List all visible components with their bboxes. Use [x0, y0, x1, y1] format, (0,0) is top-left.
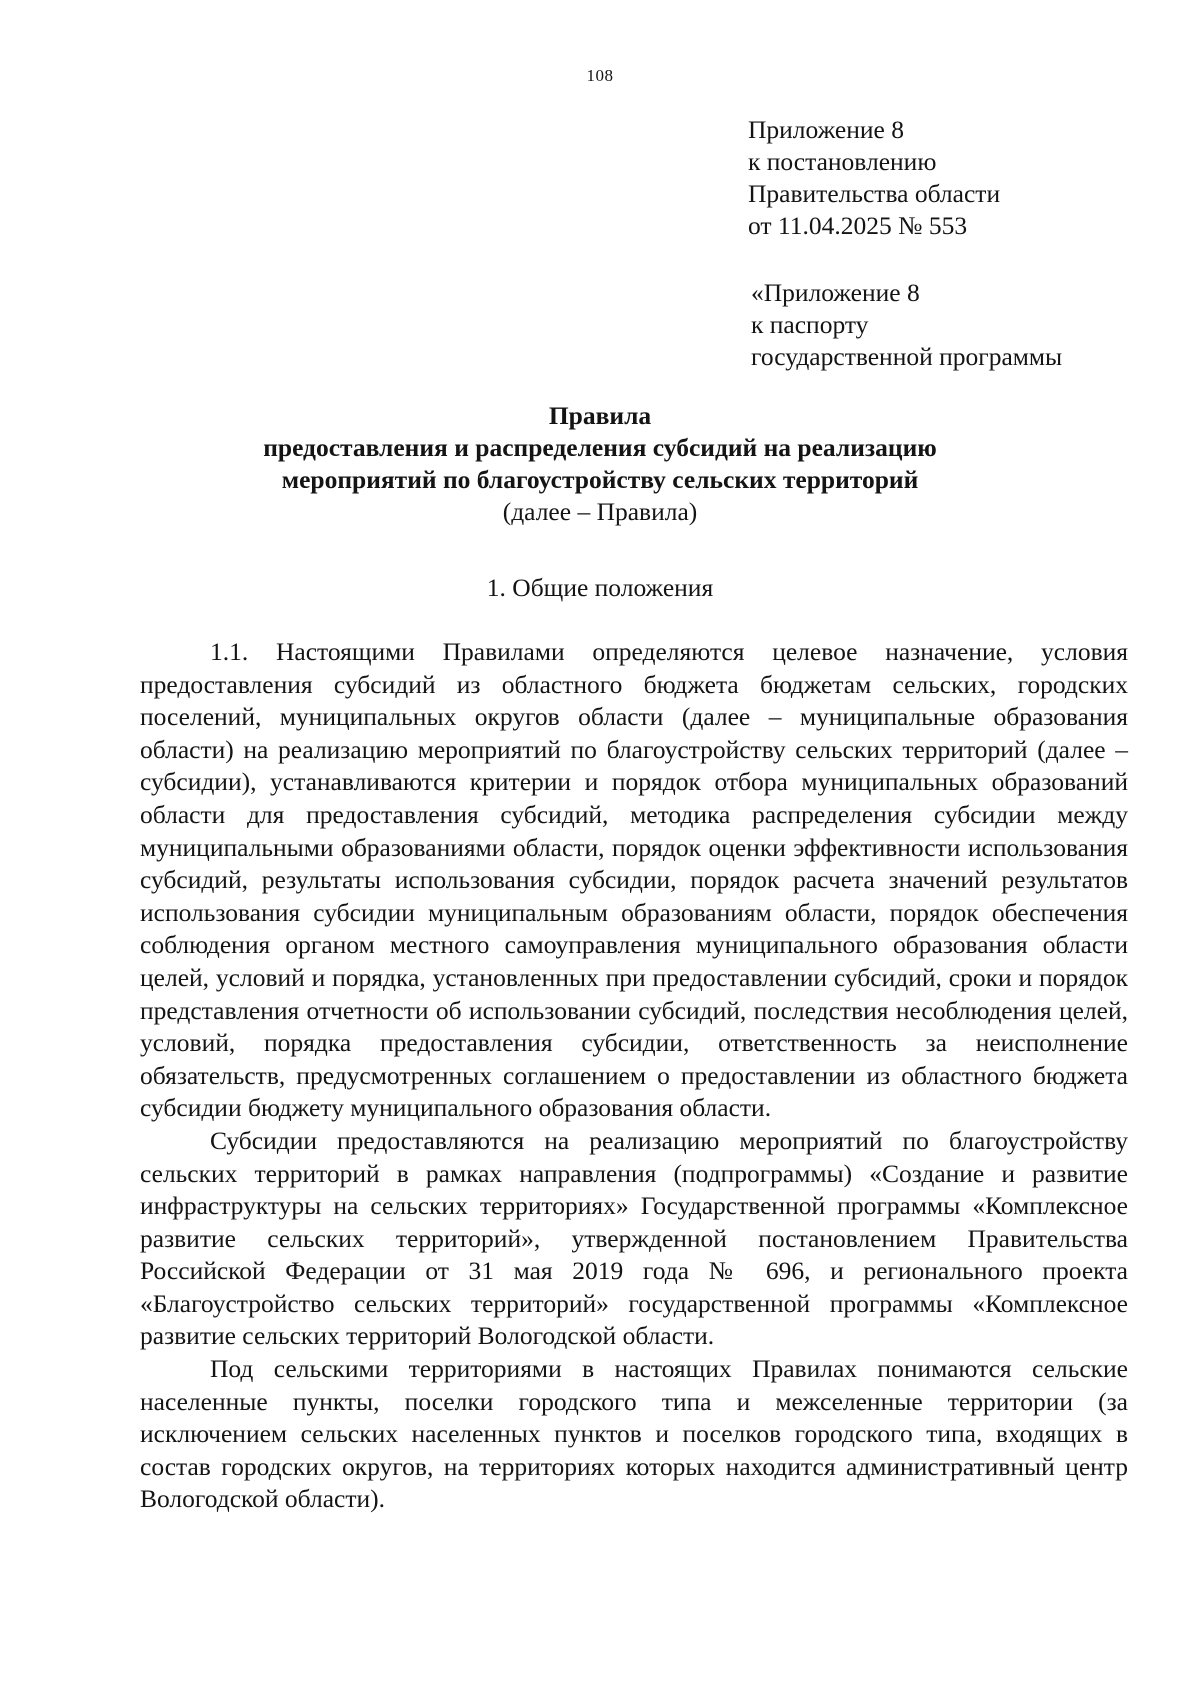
title-line: предоставления и распределения субсидий на реализацию [263, 433, 937, 462]
appendix-line: от 11.04.2025 № 553 [748, 211, 968, 240]
appendix-line: Приложение 8 [748, 115, 904, 144]
title-line: Правила [548, 401, 652, 430]
appendix-passport-block [751, 277, 1062, 373]
paragraph: 1.1. Настоящими Правилами определяются целевое назначение, условия предоставления субсидий из областного бюджета бюджетам сельских, городских поселений, муниципальных округов области (далее – муниципальные образования области) на реализацию мероприятий по благоустройству сельских территорий (далее – субсидии), устанавливаются критерии и порядок отбора муниципальных образований области для предоставления субсидий, методика распределения субсидии между муниципальными образованиями области, порядок оценки эффективности использования субсидий, результаты использования субсидии, порядок расчета значений результатов использования субсидии муниципальным образованиям области, порядок обеспечения соблюдения органом местного самоуправления муниципального образования области целей, условий и порядка, установленных при предоставлении субсидий, сроки и порядок представления отчетности об использовании субсидий, последствия несоблюдения целей, условий, порядка предоставления субсидии, ответственность за неисполнение обязательств, предусмотренных соглашением о предоставлении из областного бюджета субсидии бюджету муниципального образования области. [140, 637, 1128, 1123]
body-text [140, 636, 1128, 1516]
paragraph: Субсидии предоставляются на реализацию мероприятий по благоустройству сельских территорий в рамках направления (подпрограммы) «Создание и развитие инфраструктуры на сельских территориях» Государственной программы «Комплексное развитие сельских территорий», утвержденной постановлением Правительства Российской Федерации от 31 мая 2019 года № 696, и регионального проекта «Благоустройство сельских территорий» государственной программы «Комплексное развитие сельских территорий Вологодской области. [140, 1125, 1128, 1351]
appendix-line: Правительства области [748, 179, 1001, 208]
title-line: мероприятий по благоустройству сельских территорий [281, 465, 919, 494]
appendix-line: государственной программы [751, 342, 1063, 371]
appendix-line: «Приложение 8 [751, 278, 920, 307]
appendix-resolution-block [748, 114, 1000, 242]
paragraph: Под сельскими территориями в настоящих Правилах понимаются сельские населенные пункты, поселки городского типа и межселенные территории (за исключением сельских населенных пунктов и поселков городского типа, входящих в состав городских округов, на территориях которых находится административный центр Вологодской области). [140, 1354, 1128, 1514]
appendix-line: к постановлению [748, 147, 937, 176]
page-number: 108 [586, 66, 614, 85]
title-note: (далее – Правила) [502, 497, 698, 526]
document-title [0, 400, 1200, 528]
appendix-line: к паспорту [751, 310, 869, 339]
section-heading: 1. Общие положения [486, 573, 714, 602]
